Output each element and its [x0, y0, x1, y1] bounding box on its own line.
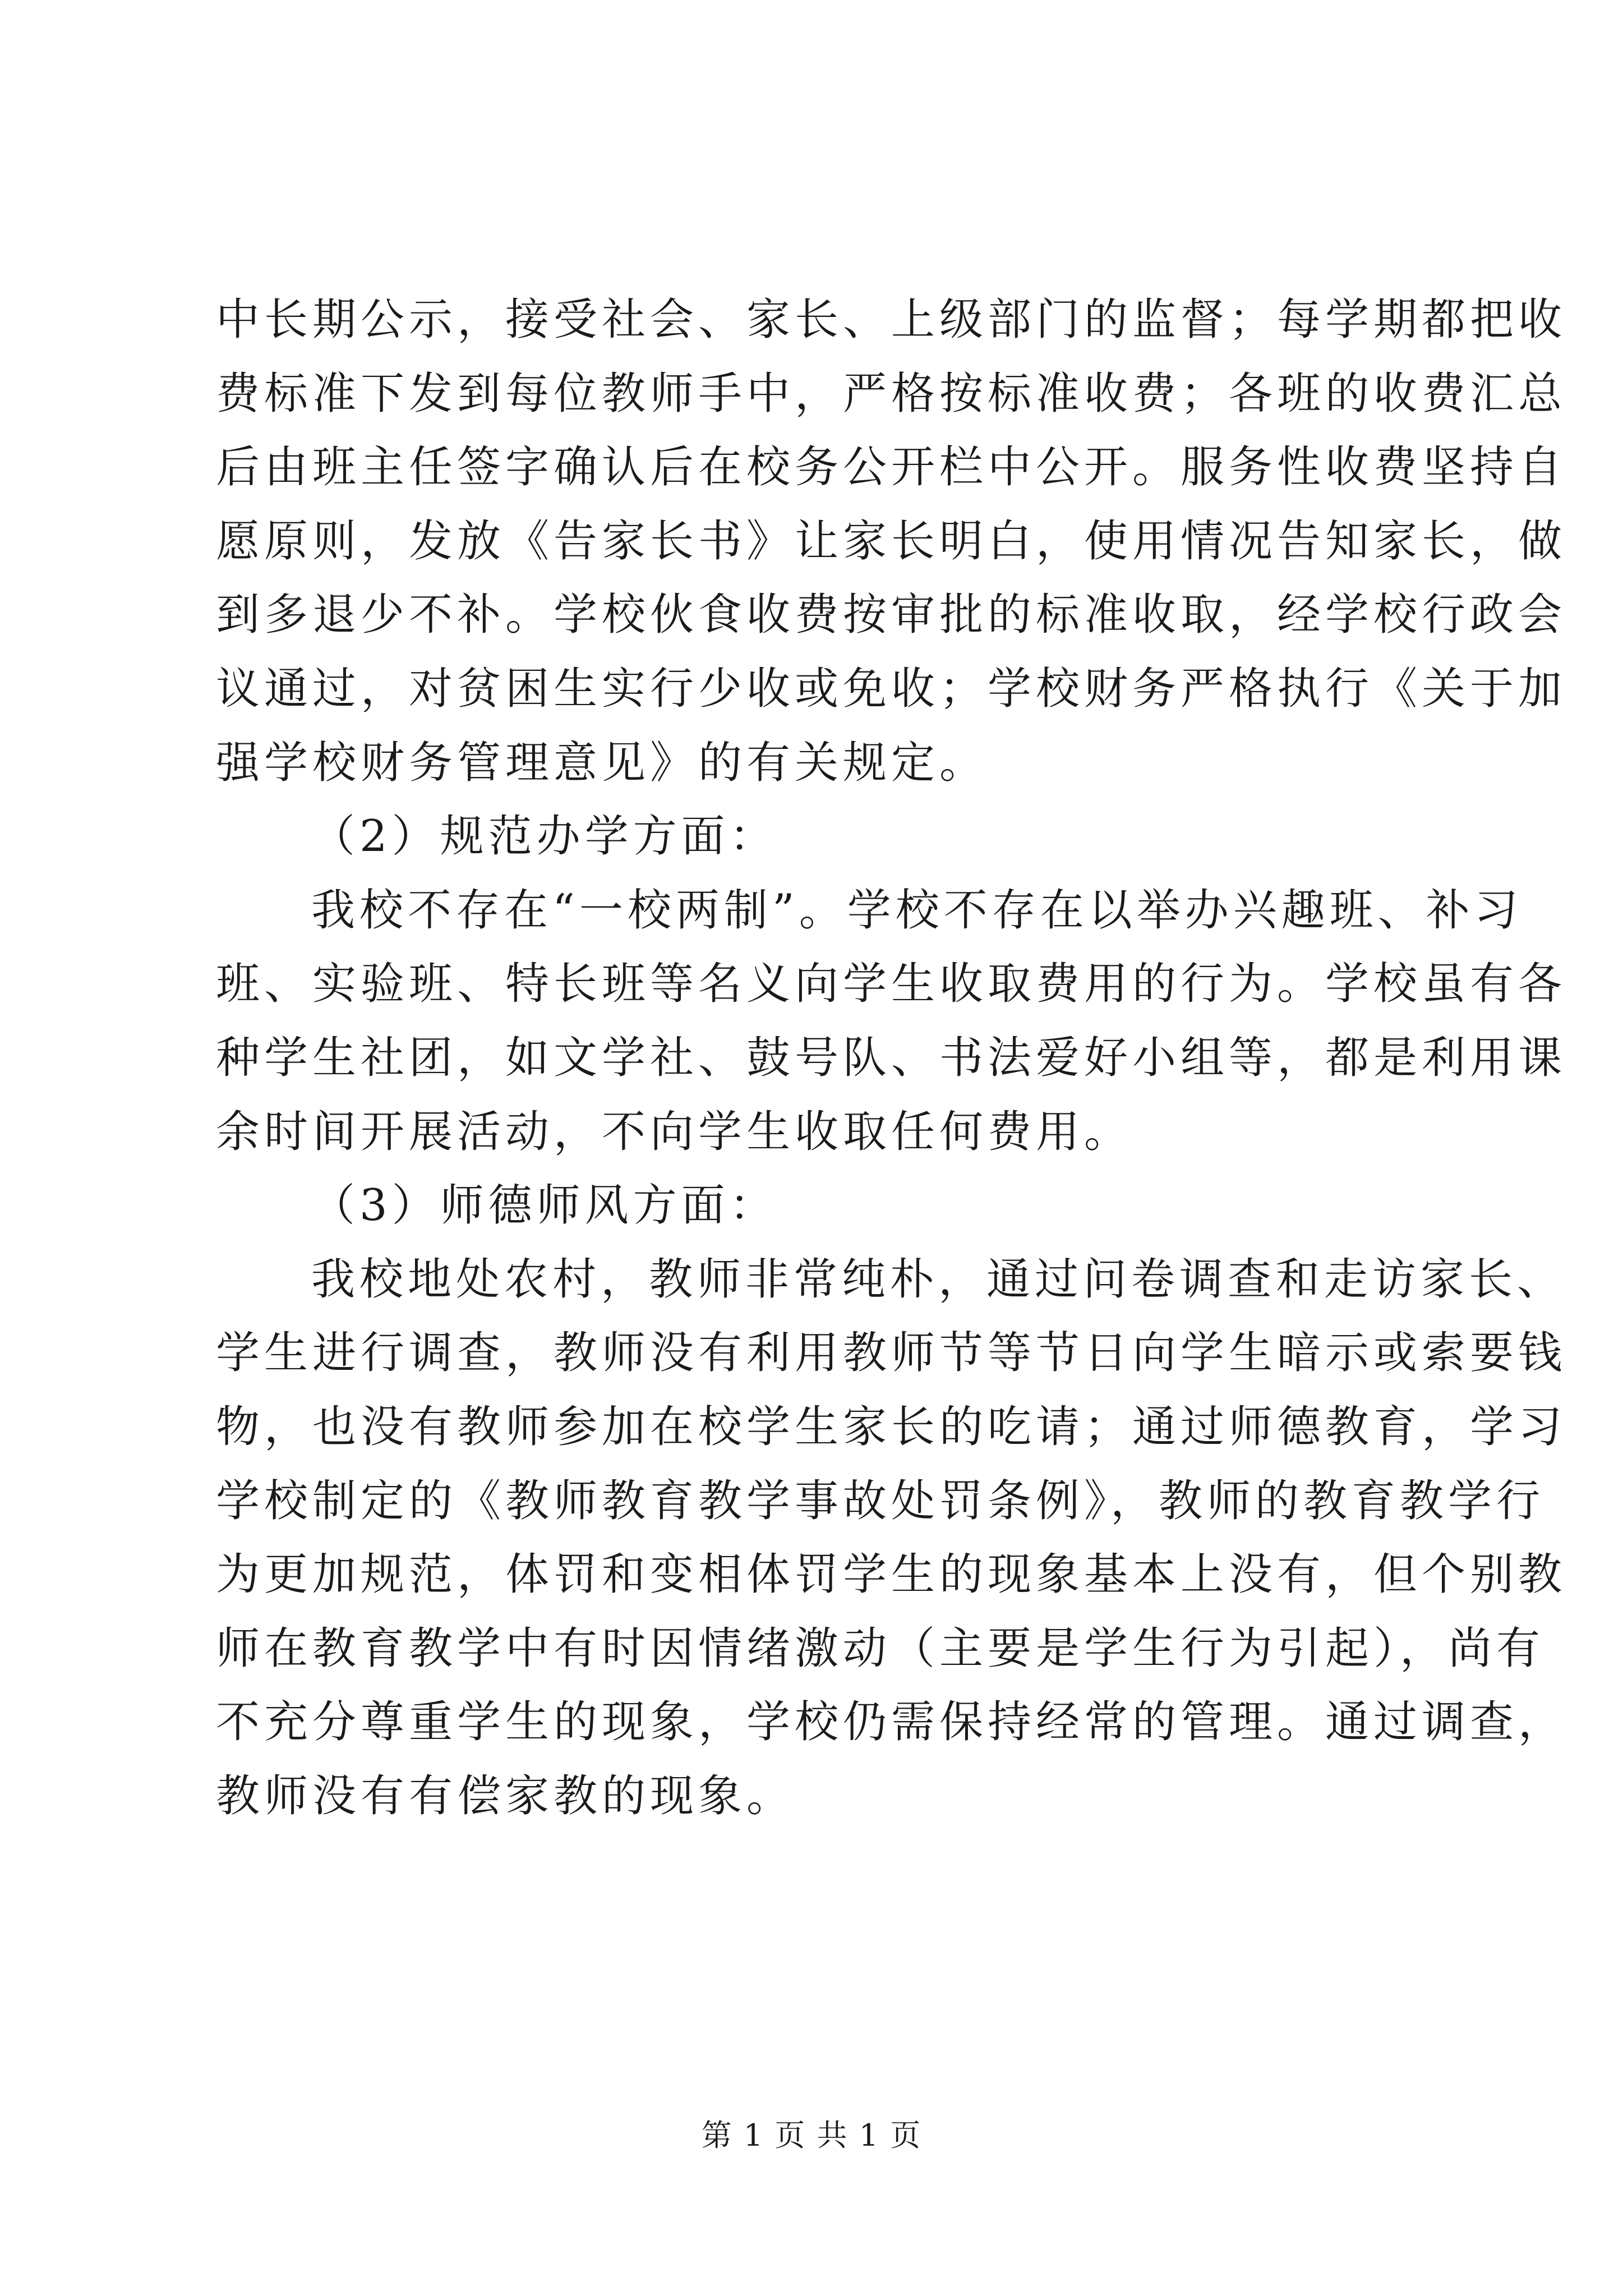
text-line: 学校制定的《教师教育教学事故处罚条例》，教师的教育教学行 — [216, 1475, 1545, 1526]
text-line: 愿原则，发放《告家长书》让家长明白，使用情况告知家长，做 — [216, 516, 1567, 567]
section-heading: （3）师德师风方面： — [311, 1180, 778, 1231]
text-line: 教师没有有偿家教的现象。 — [216, 1770, 795, 1821]
text-line: 师在教育教学中有时因情绪激动（主要是学生行为引起），尚有 — [216, 1623, 1545, 1674]
section-heading: （2）规范办学方面： — [311, 811, 778, 862]
text-line: 中长期公示，接受社会、家长、上级部门的监督；每学期都把收 — [216, 295, 1567, 345]
text-line: 议通过，对贫困生实行少收或免收；学校财务严格执行《关于加 — [216, 663, 1567, 714]
document-body — [216, 283, 1567, 1833]
text-line: 我校不存在“一校两制”。学校不存在以举办兴趣班、补习 — [311, 885, 1523, 936]
text-line: 学生进行调查，教师没有利用教师节等节日向学生暗示或索要钱 — [216, 1328, 1567, 1379]
text-line: 强学校财务管理意见》的有关规定。 — [216, 737, 988, 788]
text-line: 费标准下发到每位教师手中，严格按标准收费；各班的收费汇总 — [216, 368, 1567, 419]
text-line: 种学生社团，如文学社、鼓号队、书法爱好小组等，都是利用课 — [216, 1032, 1567, 1083]
text-line: 为更加规范，体罚和变相体罚学生的现象基本上没有，但个别教 — [216, 1549, 1567, 1600]
text-line: 班、实验班、特长班等名义向学生收取费用的行为。学校虽有各 — [216, 959, 1567, 1010]
text-line: 到多退少不补。学校伙食收费按审批的标准收取，经学校行政会 — [216, 590, 1567, 641]
page-footer: 第 1 页 共 1 页 — [701, 2118, 922, 2153]
text-line: 我校地处农村，教师非常纯朴，通过问卷调查和走访家长、 — [311, 1254, 1566, 1305]
text-line: 物，也没有教师参加在校学生家长的吃请；通过师德教育，学习 — [216, 1401, 1567, 1452]
text-line: 余时间开展活动，不向学生收取任何费用。 — [216, 1106, 1133, 1157]
text-line: 不充分尊重学生的现象，学校仍需保持经常的管理。通过调查， — [216, 1697, 1567, 1748]
text-line: 后由班主任签字确认后在校务公开栏中公开。服务性收费坚持自 — [216, 442, 1567, 493]
